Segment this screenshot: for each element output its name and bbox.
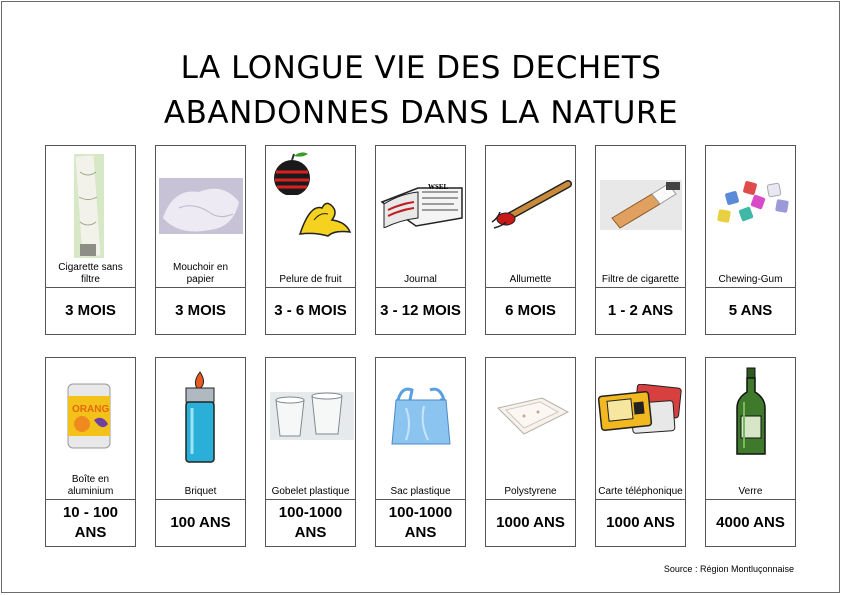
svg-text:WSEL: WSEL <box>428 183 449 191</box>
card-cigarette-filter <box>595 145 686 335</box>
source-credit: Source : Région Montluçonnaise <box>663 564 794 574</box>
item-name: Carte téléphonique <box>598 486 683 497</box>
item-duration: 6 MOIS <box>505 302 556 319</box>
card-aluminium-can <box>45 357 136 547</box>
item-duration: 100 ANS <box>170 514 231 531</box>
item-duration: 10 - 100 ANS <box>62 504 119 541</box>
item-name: Verre <box>738 486 763 497</box>
chewing-gum-icon <box>712 178 792 226</box>
item-name: Pelure de fruit <box>279 274 342 285</box>
card-polystyrene <box>485 357 576 547</box>
item-duration: 3 MOIS <box>175 302 226 319</box>
card-glass-bottle <box>705 357 796 547</box>
cigarette-icon <box>66 152 110 260</box>
card-plastic-bag <box>375 357 466 547</box>
item-name: Polystyrene <box>504 486 557 497</box>
item-duration: 1000 ANS <box>496 514 565 531</box>
item-name: Allumette <box>509 274 552 285</box>
item-name: Briquet <box>184 486 217 497</box>
page-title-line-2: ABANDONNES DANS LA NATURE <box>163 95 679 131</box>
tissue-icon <box>159 178 243 234</box>
item-duration: 3 - 12 MOIS <box>380 302 461 319</box>
item-duration: 1 - 2 ANS <box>607 302 674 319</box>
item-duration: 1000 ANS <box>606 514 675 531</box>
item-name: Filtre de cigarette <box>601 274 680 285</box>
cigarette-filter-icon <box>600 180 682 230</box>
glass-bottle-icon <box>734 366 768 458</box>
plastic-cup-icon <box>270 392 354 440</box>
lighter-icon <box>180 368 220 466</box>
plastic-bag-icon <box>390 384 452 448</box>
item-name: Mouchoir en papier <box>172 262 229 285</box>
page-title-line-1: LA LONGUE VIE DES DECHETS <box>180 50 662 86</box>
card-phone-card <box>595 357 686 547</box>
item-name: Chewing-Gum <box>718 274 783 285</box>
card-tissue <box>155 145 246 335</box>
item-duration: 100-1000 ANS <box>278 504 343 541</box>
item-name: Gobelet plastique <box>271 486 350 497</box>
item-name: Cigarette sans filtre <box>58 262 123 285</box>
card-plastic-cup <box>265 357 356 547</box>
card-cigarette <box>45 145 136 335</box>
item-name: Sac plastique <box>390 486 451 497</box>
item-duration: 3 - 6 MOIS <box>274 302 347 319</box>
phone-card-icon <box>598 384 684 442</box>
match-icon <box>490 178 574 230</box>
item-duration: 100-1000 ANS <box>388 504 453 541</box>
aluminium-can-icon <box>66 380 112 450</box>
item-name: Boîte en aluminium <box>67 474 114 497</box>
item-name: Journal <box>404 274 437 285</box>
card-match <box>485 145 576 335</box>
card-lighter <box>155 357 246 547</box>
item-duration: 4000 ANS <box>716 514 785 531</box>
item-duration: 3 MOIS <box>65 302 116 319</box>
card-chewing-gum <box>705 145 796 335</box>
polystyrene-tray-icon <box>494 394 570 438</box>
card-fruit-peel <box>265 145 356 335</box>
newspaper-icon <box>380 180 464 228</box>
svg-text:ORANG: ORANG <box>72 404 110 415</box>
fruit-peel-icon <box>270 150 352 240</box>
card-newspaper <box>375 145 466 335</box>
item-duration: 5 ANS <box>728 302 773 319</box>
